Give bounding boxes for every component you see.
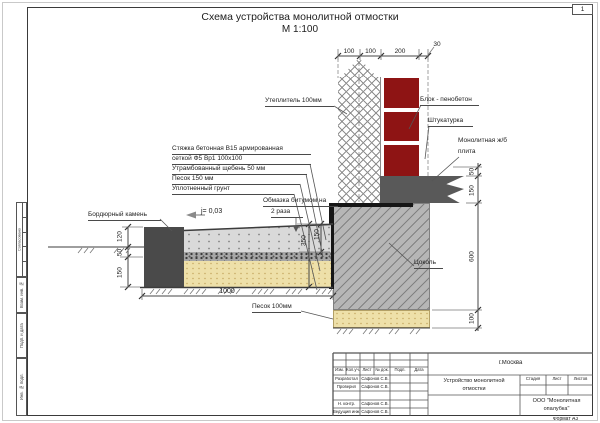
stamp-col-stage: Стадия [525,377,541,381]
callout-slab-1: Монолитная ж/б [458,137,507,144]
stamp-col-list: Лист [362,368,372,372]
dim-mid-150: 150 [313,229,321,240]
dim-right-2: 150 [468,185,476,196]
dim-bottom-1000: 1000 [219,288,235,295]
stamp-col-sheets: Листов [573,377,588,381]
callout-screed-1: Стяжка бетонная В15 армированная [172,144,311,155]
stamp-col-dok: № док. [375,368,389,372]
stamp-role-4: Ведущий инж. [333,409,360,414]
side-strip-agreed: Согласовано [17,228,22,251]
callout-curb: Бордюрный камень [88,210,161,221]
dim-top-1: 100 [343,48,355,55]
dim-top-2: 100 [365,48,376,55]
stamp-role-2: Проверил [336,385,357,389]
format-note: Формат А3 [552,416,579,422]
stamp-name-3: Сафонов С.В. [361,402,389,406]
callout-plaster: Штукатурка [428,116,473,127]
stamp-col-data: Дата [414,368,424,372]
drawing-title: Схема устройства монолитной отмостки [201,11,399,23]
stamp-company-1: ООО "Монолитная [532,398,581,404]
side-strip-podp: Подп. и дата [19,323,24,348]
slope-label: j= 0,03 [201,208,223,215]
stamp-role-1: Разработал [335,377,358,381]
stamp-city: г.Москва [498,360,523,366]
stamp-name-2: Сафонов С.В. [361,385,389,389]
side-strip-inv: Инв. № подл. [19,373,24,401]
callout-gravel: Утрамбованный щебень 50 мм [172,164,307,175]
callout-bitumen-2: 2 раза [271,207,303,218]
stamp-name-4: Сафонов С.В. [361,409,389,414]
callout-sand: Песок 150 мм [172,174,300,185]
callout-soil: Уплотненный грунт [172,184,294,195]
stamp-col-izm: Изм. [335,368,344,372]
callout-plinth: Цоколь [414,258,443,269]
dim-top-4: 30 [433,41,441,48]
stamp-company-2: опалубка" [543,406,570,412]
callout-sand-bottom: Песок 100мм [252,302,301,313]
side-strip-vzam: Взам. инв. № [19,281,24,309]
dim-right-3: 600 [468,251,476,262]
callout-foam-block: Блок - пенобетон [420,95,479,106]
sheet-number-box [572,4,593,15]
stamp-col-sheet: Лист [552,377,562,381]
dim-right-1: 50 [468,167,476,176]
stamp-col-podp: Подп. [394,368,406,372]
stamp-doc-title-1: Устройство монолитной [443,378,505,384]
dim-mid-350: 350 [300,235,308,246]
sheet-number: 1 [580,6,585,13]
callout-bitumen-1: Обмазка битумом на [263,196,338,207]
dim-left-1: 120 [116,231,124,242]
callout-insulation: Утеплитель 100мм [265,96,334,107]
stamp-doc-title-2: отмостки [462,386,486,392]
stamp-col-koluch: Кол.уч. [346,368,360,372]
callout-slab-2: плита [458,148,476,155]
dim-left-3: 150 [116,267,124,278]
dim-right-4: 100 [468,313,476,324]
callout-screed-2: сеткой Ф5 Вр1 100х100 [172,154,311,165]
drawing-scale: М 1:100 [281,24,319,35]
dim-left-2: 50 [116,248,124,257]
stamp-role-3: Н. контр. [337,402,356,406]
stamp-name-1: Сафонов С.В. [361,377,389,381]
dim-top-3: 200 [394,48,406,55]
